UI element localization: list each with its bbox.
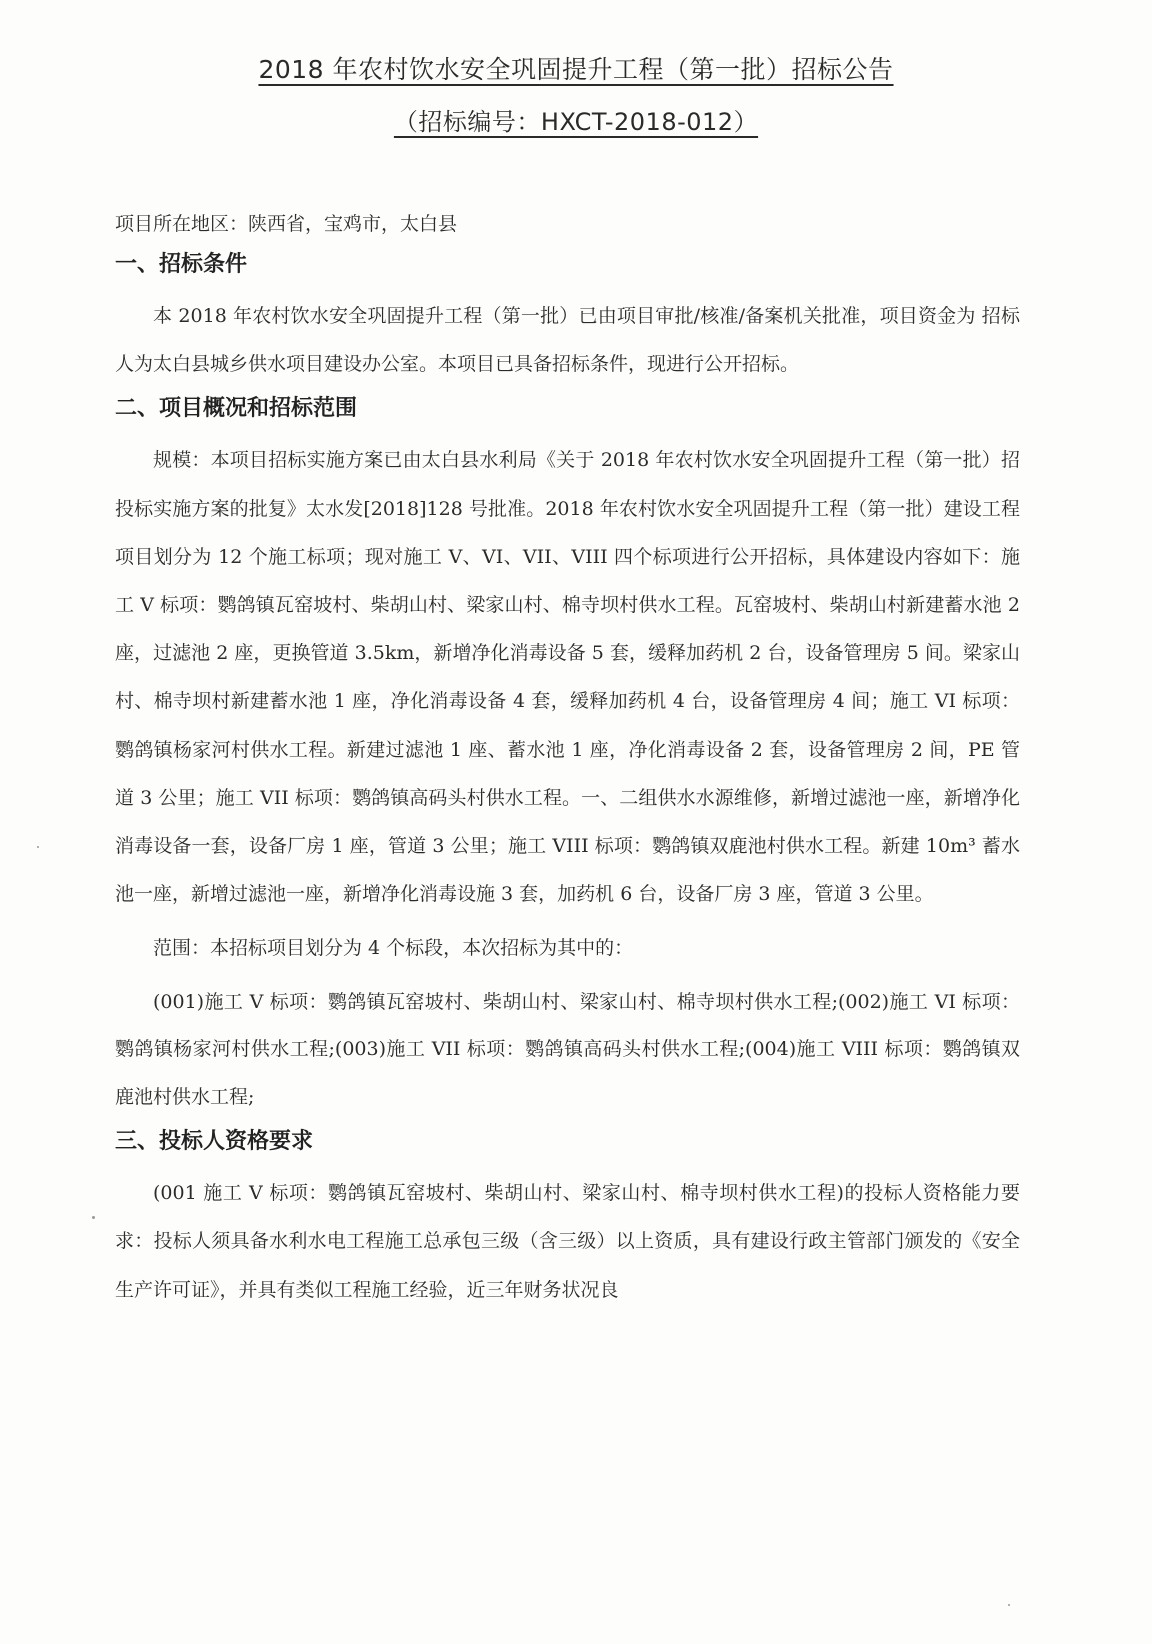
section-tender-conditions bbox=[115, 250, 1020, 388]
section-project-overview bbox=[115, 394, 1020, 1121]
scan-speck bbox=[92, 1216, 95, 1219]
section-heading: 一、招标条件 bbox=[115, 252, 248, 277]
paragraph: 规模：本项目招标实施方案已由太白县水利局《关于 2018 年农村饮水安全巩固提升工程（第一批）招投标实施方案的批复》太水发[2018]128 号批准。2018 年农村饮水安全巩固提升工程（第一批）建设工程项目划分为 12 个施工标项；现对施工 V、VI、VII、VIII 四个标项进行公开招标，具体建设内容如下：施工 V 标项：鹦鸽镇瓦窑坡村、柴胡山村、梁家山村、棉寺坝村供水工程。瓦窑坡村、柴胡山村新建蓄水池 2 座，过滤池 2 座，更换管道 3.5km，新增净化消毒设备 5 套，缓释加药机 2 台，设备管理房 5 间。梁家山村、棉寺坝村新建蓄水池 1 座，净化消毒设备 4 套，缓释加药机 4 台，设备管理房 4 间；施工 VI 标项：鹦鸽镇杨家河村供水工程。新建过滤池 1 座、蓄水池 1 座，净化消毒设备 2 套，设备管理房 2 间，PE 管道 3 公里；施工 VII 标项：鹦鸽镇高码头村供水工程。一、二组供水水源维修，新增过滤池一座，新增净化消毒设备一套，设备厂房 1 座，管道 3 公里；施工 VIII 标项：鹦鸽镇双鹿池村供水工程。新建 10m³ 蓄水池一座，新增过滤池一座，新增净化消毒设施 3 套，加药机 6 台，设备厂房 3 座，管道 3 公里。 bbox=[115, 449, 1020, 906]
document-title-text: 2018 年农村饮水安全巩固提升工程（第一批）招标公告 bbox=[258, 55, 894, 84]
paragraph: (001 施工 V 标项：鹦鸽镇瓦窑坡村、柴胡山村、梁家山村、棉寺坝村供水工程)的投标人资格能力要求：投标人须具备水利水电工程施工总承包三级（含三级）以上资质，具有建设行政主管部门颁发的《安全生产许可证》，并具有类似工程施工经验，近三年财务状况良 bbox=[115, 1182, 1020, 1301]
project-region: 项目所在地区：陕西省，宝鸡市，太白县 bbox=[115, 213, 458, 235]
section-heading: 三、投标人资格要求 bbox=[115, 1129, 314, 1155]
scan-speck bbox=[37, 846, 39, 848]
scan-speck bbox=[1008, 1604, 1010, 1606]
paragraph: 本 2018 年农村饮水安全巩固提升工程（第一批）已由项目审批/核准/备案机关批准，项目资金为 招标人为太白县城乡供水项目建设办公室。本项目已具备招标条件，现进行公开招标。 bbox=[115, 305, 1020, 376]
section-bidder-qualifications bbox=[115, 1127, 1020, 1314]
paragraph: (001)施工 V 标项：鹦鸽镇瓦窑坡村、柴胡山村、梁家山村、棉寺坝村供水工程;(002)施工 VI 标项：鹦鸽镇杨家河村供水工程;(003)施工 VII 标项：鹦鸽镇高码头村供水工程;(004)施工 VIII 标项：鹦鸽镇双鹿池村供水工程; bbox=[115, 990, 1020, 1108]
document-body bbox=[115, 210, 1020, 1320]
tender-number bbox=[0, 102, 1152, 137]
tender-number-text: （招标编号：HXCT-2018-012） bbox=[393, 108, 759, 136]
paragraph: 范围：本招标项目划分为 4 个标段，本次招标为其中的： bbox=[153, 937, 634, 960]
section-heading: 二、项目概况和招标范围 bbox=[115, 396, 358, 422]
document-title bbox=[0, 50, 1152, 86]
